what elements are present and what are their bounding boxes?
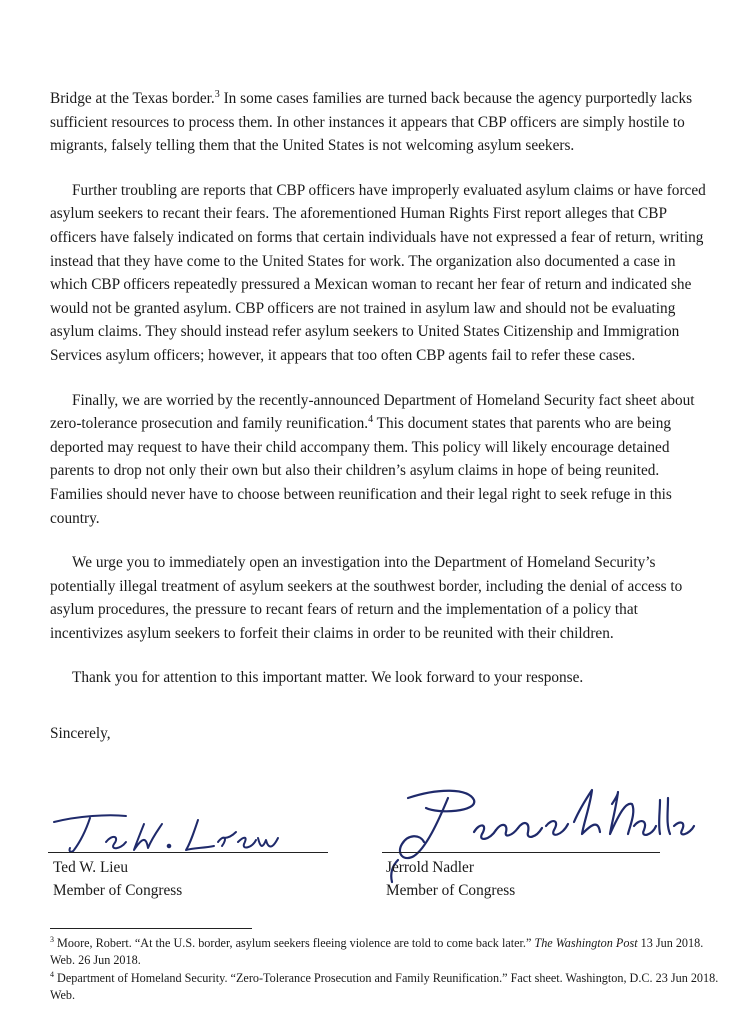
footnote-3-text: Moore, Robert. “At the U.S. border, asylum seekers fleeing violence are told to come back later.” — [54, 936, 535, 950]
paragraph-1-text: Bridge at the Texas border. — [50, 90, 215, 107]
letter-body — [50, 87, 710, 711]
signer-name-2: Jerrold Nadler — [386, 859, 474, 876]
paragraph-3-text: Finally, we are worried by the recently-announced Department of Homeland Security fact sheet about zero-tolerance prosecution and family reunification. — [50, 391, 695, 433]
footnote-divider — [50, 928, 252, 929]
paragraph-1 — [50, 87, 710, 158]
footnote-3-publication: The Washington Post — [534, 936, 638, 950]
footnote-3-date: 13 Jun 2018. Web. 26 Jun 2018. — [50, 936, 704, 967]
footnote-3 — [50, 935, 720, 968]
paragraph-5: Thank you for attention to this important matter. We look forward to your response. — [72, 669, 584, 687]
footnote-4-number: 4 — [50, 969, 54, 979]
paragraph-1-text-cont: In some cases families are turned back because the agency purportedly lacks sufficient resources to process them. In other instances it appears that CBP officers are simply hostile to migrants, falsely telling them that the United States is not welcoming asylum seekers. — [50, 90, 693, 155]
footnotes — [50, 935, 720, 1005]
footnote-ref-3: 3 — [214, 88, 220, 100]
paragraph-3-text-cont: This document states that parents who are being deported may request to have their child accompany them. This policy will likely encourage detained parents to drop not only their own but also their children’s asylum claims in hope of being reunited. Families should never have to choose between reunification and their legal right to seek refuge in this country. — [50, 415, 672, 527]
paragraph-4: We urge you to immediately open an investigation into the Department of Homeland Security’s potentially illegal treatment of asylum seekers at the southwest border, including the denial of access to asylum procedures, the pressure to recant fears of return and the implementation of a policy that incentivizes asylum seekers to forfeit their claims in order to be reunited with their children. — [50, 554, 683, 642]
signer-title-1: Member of Congress — [53, 882, 183, 899]
footnote-4-text: Department of Homeland Security. “Zero-Tolerance Prosecution and Family Reunification.” Fact sheet. Washington, D.C. 23 Jun 2018. Web. — [50, 971, 719, 1002]
footnote-ref-4: 4 — [368, 414, 374, 426]
signer-block-1 — [53, 856, 182, 902]
signature-line-1 — [48, 852, 328, 853]
signer-block-2 — [386, 856, 515, 902]
footnote-4 — [50, 970, 720, 1003]
signer-title-2: Member of Congress — [386, 882, 516, 899]
paragraph-2: Further troubling are reports that CBP officers have improperly evaluated asylum claims or have forced asylum seekers to recant their fears. The aforementioned Human Rights First report alleges that CBP officers have falsely indicated on forms that certain individuals have not expressed a fear of return, writing instead that they have come to the United States for work. The organization also documented a case in which CBP officers repeatedly pressured a Mexican woman to recant her fear of return and indicated she would not be granted asylum. CBP officers are not trained in asylum law and should not be evaluating asylum claims. They should instead refer asylum seekers to United States Citizenship and Immigration Services asylum officers; however, it appears that too often CBP agents fail to refer these cases. — [50, 181, 706, 364]
signature-ted-lieu — [48, 808, 293, 856]
closing-salutation: Sincerely, — [50, 725, 111, 742]
signer-name-1: Ted W. Lieu — [53, 859, 128, 876]
footnote-3-number: 3 — [50, 934, 54, 944]
signature-line-2 — [382, 852, 660, 853]
paragraph-3 — [50, 389, 710, 531]
